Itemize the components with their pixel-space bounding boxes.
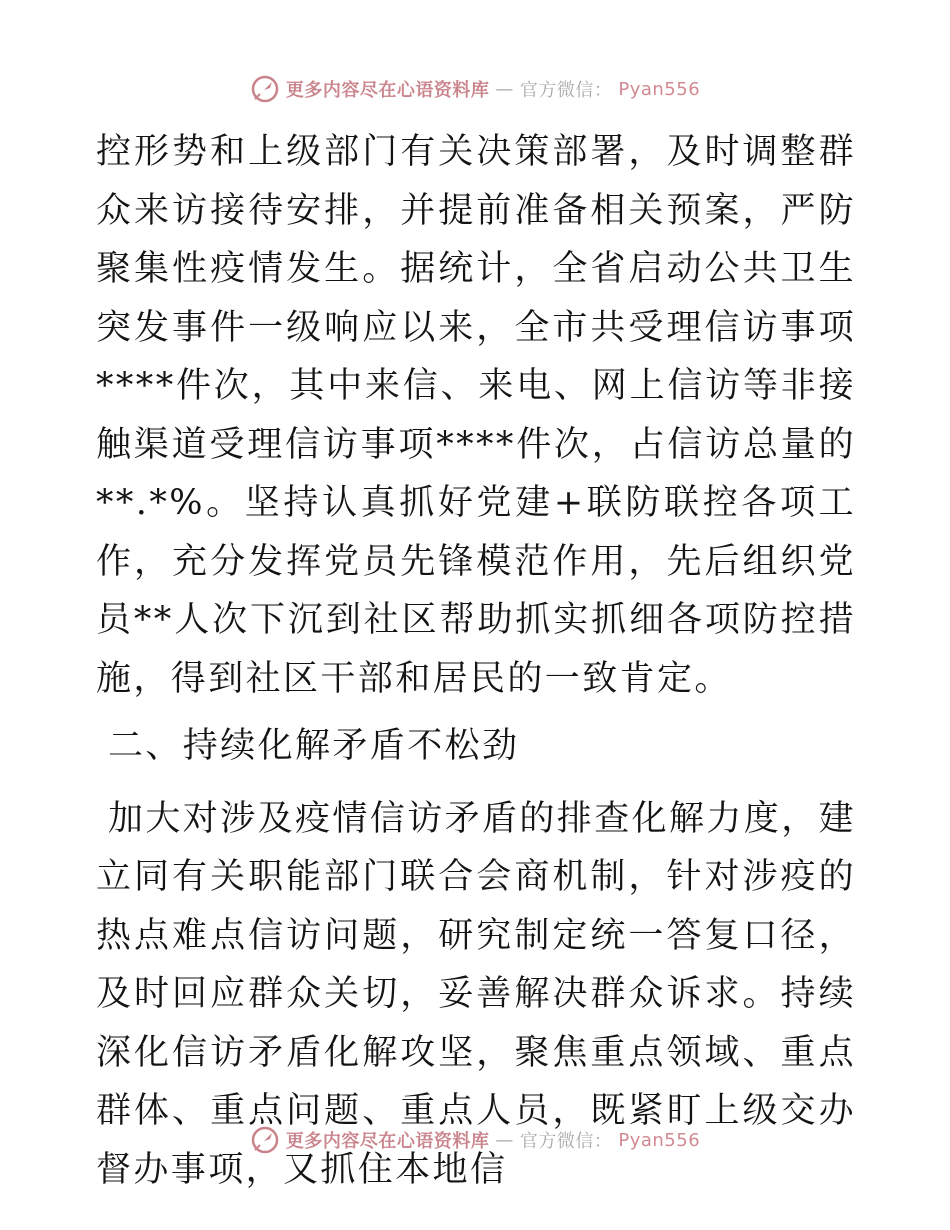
section-heading: 二、持续化解矛盾不松劲: [108, 726, 520, 766]
document-body: [96, 123, 856, 1199]
feather-logo-icon: [250, 74, 280, 104]
body-paragraph-1: 控形势和上级部门有关决策部署，及时调整群众来访接待安排，并提前准备相关预案，严防聚集性疫情发生。据统计，全省启动公共卫生突发事件一级响应以来，全市共受理信访事项****件次，其中来信、来电、网上信访等非接触渠道受理信访事项****件次，占信访总量的**.*%。坚持认真抓好党建+联防联控各项工作，充分发挥党员先锋模范作用，先后组织党员**人次下沉到社区帮助抓实抓细各项防控措施，得到社区干部和居民的一致肯定。: [96, 132, 856, 699]
header-watermark-banner: [0, 72, 950, 106]
watermark-wechat-label: 官方微信：: [519, 1131, 613, 1152]
footer-watermark-banner: [0, 1123, 950, 1157]
feather-logo-icon: [250, 1125, 280, 1155]
watermark-site-text: 更多内容尽在心语资料库: [285, 80, 490, 101]
watermark-dash: —: [495, 78, 514, 100]
watermark-wechat-id: Pyan556: [618, 1129, 701, 1151]
watermark-site-text: 更多内容尽在心语资料库: [285, 1131, 490, 1152]
watermark-dash: —: [495, 1129, 514, 1151]
body-paragraph-2: 加大对涉及疫情信访矛盾的排查化解力度，建立同有关职能部门联合会商机制，针对涉疫的热点难点信访问题，研究制定统一答复口径，及时回应群众关切，妥善解决群众诉求。持续深化信访矛盾化解攻坚，聚焦重点领域、重点群体、重点问题、重点人员，既紧盯上级交办督办事项，又抓住本地信: [96, 798, 857, 1190]
watermark-wechat-id: Pyan556: [618, 78, 701, 100]
watermark-wechat-label: 官方微信：: [519, 80, 613, 101]
